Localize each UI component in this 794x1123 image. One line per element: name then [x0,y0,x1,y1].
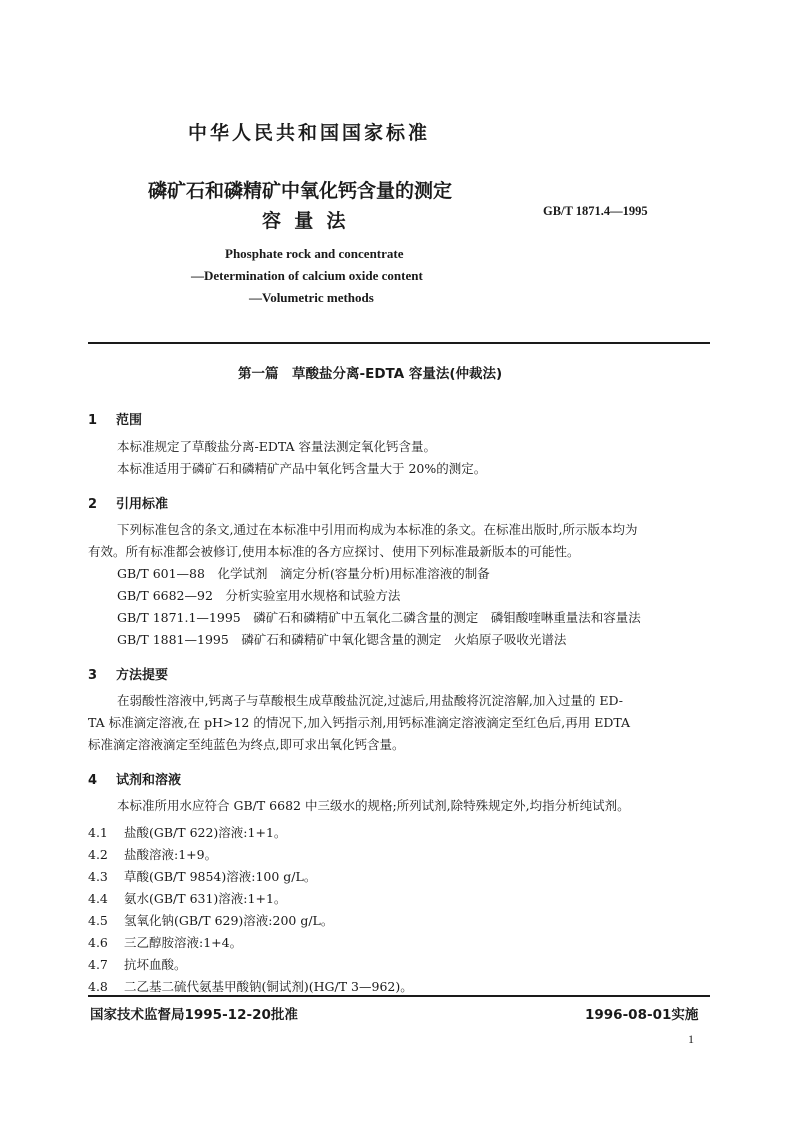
title-cn-line1: 磷矿石和磷精矿中氧化钙含量的测定 [148,180,453,202]
section-number: 3 [88,668,98,683]
item-text: 二乙基二硫代氨基甲酸钠(铜试剂)(HG/T 3—962)。 [124,979,413,994]
section-title: 方法提要 [116,668,169,683]
reference-item: GB/T 1881—1995 磷矿石和磷精矿中氧化锶含量的测定 火焰原子吸收光谱法 [117,632,567,647]
item-number: 4.4 [88,891,108,906]
method-line-3: 标准滴定溶液滴定至纯蓝色为终点,即可求出氧化钙含量。 [88,737,405,752]
item-text: 草酸(GB/T 9854)溶液:100 g/L。 [124,869,317,884]
section-4-heading [88,769,181,788]
section-title: 引用标准 [116,497,169,512]
item-number: 4.3 [88,869,108,884]
method-line-1: 在弱酸性溶液中,钙离子与草酸根生成草酸盐沉淀,过滤后,用盐酸将沉淀溶解,加入过量的 ED- [117,693,623,708]
section-title: 范围 [116,413,143,428]
reagent-item [88,911,333,929]
section-number: 2 [88,497,98,512]
section-2-heading [88,493,168,512]
header-divider [88,342,710,344]
reagent-item [88,889,286,907]
national-standard-heading: 中华人民共和国国家标准 [188,122,431,144]
item-text: 氨水(GB/T 631)溶液:1+1。 [124,891,287,906]
section-1-heading [88,409,142,428]
footer-divider [88,995,710,997]
standard-number: GB/T 1871.4—1995 [543,204,648,218]
section-number: 1 [88,413,98,428]
method-line-2: TA 标准滴定溶液,在 pH>12 的情况下,加入钙指示剂,用钙标准滴定溶液滴定至红色后,再用 EDTA [88,715,631,730]
title-en-line1: Phosphate rock and concentrate [225,246,404,261]
reagent-item [88,867,316,885]
implementation-text: 1996-08-01实施 [585,1007,699,1023]
part-title: 第一篇 草酸盐分离-EDTA 容量法(仲裁法) [238,366,503,382]
item-text: 氢氧化钠(GB/T 629)溶液:200 g/L。 [124,913,334,928]
approval-text: 国家技术监督局1995-12-20批准 [90,1007,298,1023]
item-text: 盐酸溶液:1+9。 [124,847,218,862]
reagents-intro: 本标准所用水应符合 GB/T 6682 中三级水的规格;所列试剂,除特殊规定外,均指分析纯试剂。 [117,798,630,813]
reagent-item [88,977,413,995]
reference-item: GB/T 601—88 化学试剂 滴定分析(容量分析)用标准溶液的制备 [117,566,490,581]
title-en-line3: —Volumetric methods [249,290,374,305]
reagent-item [88,845,217,863]
page-number: 1 [688,1032,694,1046]
title-cn-line2: 容 量 法 [262,210,346,232]
references-para-line-2: 有效。所有标准都会被修订,使用本标准的各方应探讨、使用下列标准最新版本的可能性。 [88,544,580,559]
item-number: 4.7 [88,957,108,972]
item-number: 4.5 [88,913,108,928]
section-title: 试剂和溶液 [116,773,182,788]
item-number: 4.1 [88,825,108,840]
title-en-line2: —Determination of calcium oxide content [191,268,423,283]
item-number: 4.8 [88,979,108,994]
section-3-heading [88,664,168,683]
reference-item: GB/T 6682—92 分析实验室用水规格和试验方法 [117,588,401,603]
item-number: 4.6 [88,935,108,950]
reagent-item [88,933,242,951]
reagent-item [88,823,286,841]
scope-line-1: 本标准规定了草酸盐分离-EDTA 容量法测定氧化钙含量。 [117,439,437,454]
scope-line-2: 本标准适用于磷矿石和磷精矿产品中氧化钙含量大于 20%的测定。 [117,461,487,476]
item-number: 4.2 [88,847,108,862]
reagent-item [88,955,187,973]
section-number: 4 [88,773,98,788]
item-text: 抗坏血酸。 [124,957,187,972]
reference-item: GB/T 1871.1—1995 磷矿石和磷精矿中五氧化二磷含量的测定 磷钼酸喹啉重量法和容量法 [117,610,641,625]
item-text: 盐酸(GB/T 622)溶液:1+1。 [124,825,287,840]
item-text: 三乙醇胺溶液:1+4。 [124,935,243,950]
references-para-line-1: 下列标准包含的条文,通过在本标准中引用而构成为本标准的条文。在标准出版时,所示版本均为 [117,522,638,537]
